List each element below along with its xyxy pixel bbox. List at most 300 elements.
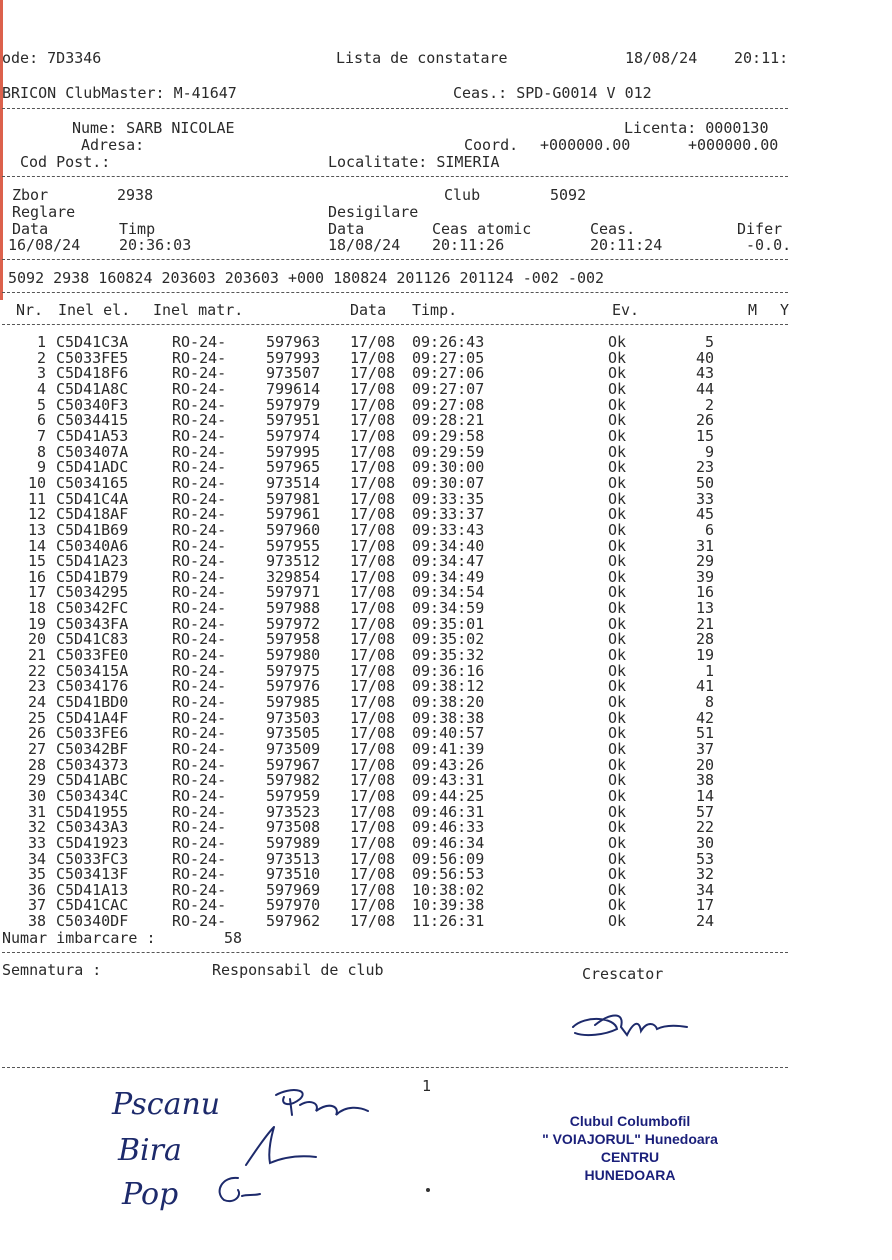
- row-event: Ok: [608, 802, 627, 821]
- row-nr: 16: [27, 567, 46, 586]
- row-ring-prefix: RO-24-: [172, 458, 227, 477]
- table-row: [0, 866, 892, 882]
- table-row: [0, 444, 892, 460]
- row-ring-prefix: RO-24-: [172, 661, 227, 680]
- row-date: 17/08: [350, 786, 396, 805]
- divider: [2, 1067, 788, 1068]
- desigilare-clock-time: 20:11:24: [590, 236, 663, 254]
- ceas-atomic-label: Ceas atomic: [432, 220, 532, 238]
- table-row: [0, 412, 892, 428]
- row-inel-matr: 597995: [266, 442, 321, 461]
- row-ring-prefix: RO-24-: [172, 708, 227, 727]
- row-inel-matr: 597965: [266, 458, 321, 477]
- row-inel-el: C5D41B79: [56, 567, 129, 586]
- row-inel-el: C5D41A4F: [56, 708, 129, 727]
- row-inel-el: C5034295: [56, 583, 129, 602]
- row-inel-el: C5D41A13: [56, 880, 129, 899]
- row-inel-matr: 973513: [266, 849, 321, 868]
- row-inel-el: C5D41ADC: [56, 458, 129, 477]
- row-nr: 20: [27, 630, 46, 649]
- club-stamp: [520, 1112, 740, 1184]
- clock-id: Ceas.: SPD-G0014 V 012: [453, 84, 652, 102]
- row-ring-prefix: RO-24-: [172, 426, 227, 445]
- row-inel-el: C50340F3: [56, 395, 129, 414]
- row-position: 39: [695, 567, 714, 586]
- col-inel-matr-header: Inel matr.: [153, 301, 244, 319]
- row-time: 09:30:07: [412, 473, 485, 492]
- table-row: [0, 631, 892, 647]
- row-inel-el: C50342FC: [56, 599, 129, 617]
- row-time: 09:43:31: [412, 771, 485, 790]
- row-inel-matr: 597971: [266, 583, 321, 602]
- col-data-header: Data: [350, 301, 387, 319]
- row-inel-matr: 973523: [266, 802, 321, 821]
- desigilare-atomic-time: 20:11:26: [432, 236, 505, 254]
- row-date: 17/08: [350, 520, 396, 539]
- row-time: 09:38:20: [412, 693, 485, 711]
- row-nr: 10: [27, 473, 46, 492]
- row-nr: 25: [27, 708, 46, 727]
- row-inel-el: C5D41955: [56, 802, 129, 821]
- row-ring-prefix: RO-24-: [172, 833, 227, 852]
- stamp-line-1: Clubul Columbofil: [569, 1113, 691, 1129]
- col-y-header: Y: [780, 301, 790, 319]
- table-row: [0, 897, 892, 913]
- owner-license: Licenta: 0000130: [624, 119, 769, 137]
- table-row: [0, 819, 892, 835]
- row-event: Ok: [608, 755, 627, 774]
- row-event: Ok: [608, 505, 627, 524]
- row-nr: 27: [27, 739, 46, 758]
- row-inel-matr: 597974: [266, 426, 321, 445]
- row-position: 28: [695, 630, 714, 649]
- row-position: 16: [695, 583, 714, 602]
- row-position: 1: [704, 661, 714, 680]
- row-time: 09:46:33: [412, 818, 485, 837]
- table-row: [0, 772, 892, 788]
- row-ring-prefix: RO-24-: [172, 395, 227, 414]
- row-date: 17/08: [350, 739, 396, 758]
- row-ring-prefix: RO-24-: [172, 739, 227, 758]
- desigilare-date: 18/08/24: [328, 236, 401, 254]
- row-inel-matr: 597958: [266, 630, 321, 649]
- row-time: 09:43:26: [412, 755, 485, 774]
- table-row: [0, 569, 892, 585]
- row-position: 37: [695, 739, 714, 758]
- row-inel-matr: 597988: [266, 599, 321, 617]
- row-time: 09:44:25: [412, 786, 485, 805]
- coord-label: Coord.: [464, 136, 519, 154]
- row-nr: 14: [27, 536, 46, 555]
- row-event: Ok: [608, 865, 627, 884]
- row-inel-el: C5034165: [56, 473, 129, 492]
- row-date: 17/08: [350, 724, 396, 743]
- col-ev-header: Ev.: [612, 301, 640, 319]
- row-ring-prefix: RO-24-: [172, 379, 227, 398]
- coord-x: +000000.00: [540, 136, 631, 154]
- row-event: Ok: [608, 426, 627, 445]
- divider: [2, 292, 788, 293]
- table-row: [0, 506, 892, 522]
- row-ring-prefix: RO-24-: [172, 912, 227, 931]
- row-inel-matr: 597982: [266, 771, 321, 790]
- table-row: [0, 663, 892, 679]
- row-event: Ok: [608, 552, 627, 571]
- page-number: 1: [422, 1077, 432, 1095]
- row-ring-prefix: RO-24-: [172, 802, 227, 821]
- row-date: 17/08: [350, 379, 396, 398]
- row-date: 17/08: [350, 583, 396, 602]
- row-date: 17/08: [350, 896, 396, 915]
- row-date: 17/08: [350, 442, 396, 461]
- row-time: 09:34:40: [412, 536, 485, 555]
- row-time: 11:26:31: [412, 912, 485, 931]
- row-inel-el: C503413F: [56, 865, 129, 884]
- table-row: [0, 428, 892, 444]
- row-inel-el: C503415A: [56, 661, 129, 680]
- row-time: 09:26:43: [412, 333, 485, 351]
- table-row: [0, 538, 892, 554]
- row-inel-matr: 973505: [266, 724, 321, 743]
- row-position: 38: [695, 771, 714, 790]
- zbor-label: Zbor: [12, 186, 49, 204]
- row-inel-el: C5D41CAC: [56, 896, 129, 915]
- row-position: 24: [695, 912, 714, 931]
- row-inel-matr: 597955: [266, 536, 321, 555]
- row-position: 45: [695, 505, 714, 524]
- row-time: 09:56:53: [412, 865, 485, 884]
- row-date: 17/08: [350, 661, 396, 680]
- row-date: 17/08: [350, 552, 396, 571]
- table-row: [0, 788, 892, 804]
- row-inel-el: C5033FC3: [56, 849, 129, 868]
- row-time: 09:35:01: [412, 614, 485, 633]
- owner-address: Adresa:: [81, 136, 145, 154]
- row-date: 17/08: [350, 677, 396, 696]
- row-inel-matr: 973508: [266, 818, 321, 837]
- handwritten-signature-2: [244, 1123, 324, 1169]
- row-inel-matr: 973503: [266, 708, 321, 727]
- row-ring-prefix: RO-24-: [172, 567, 227, 586]
- row-date: 17/08: [350, 473, 396, 492]
- row-inel-el: C50343A3: [56, 818, 129, 837]
- row-ring-prefix: RO-24-: [172, 348, 227, 367]
- row-position: 5: [704, 333, 714, 351]
- embark-count-value: 58: [224, 929, 243, 947]
- stamp-line-2: " VOIAJORUL" Hunedoara: [542, 1131, 718, 1147]
- table-row: [0, 397, 892, 413]
- row-event: Ok: [608, 833, 627, 852]
- table-row: [0, 757, 892, 773]
- row-nr: 28: [27, 755, 46, 774]
- handwritten-name-1: Pscanu: [112, 1087, 221, 1122]
- row-inel-matr: 597981: [266, 489, 321, 508]
- row-date: 17/08: [350, 364, 396, 383]
- handwritten-signature-1: [270, 1085, 375, 1125]
- embark-count-label: Numar imbarcare :: [2, 929, 156, 947]
- breeder-signature: [565, 1005, 695, 1045]
- row-position: 22: [695, 818, 714, 837]
- row-date: 17/08: [350, 708, 396, 727]
- row-ring-prefix: RO-24-: [172, 630, 227, 649]
- row-date: 17/08: [350, 865, 396, 884]
- row-nr: 22: [27, 661, 46, 680]
- table-row: [0, 882, 892, 898]
- row-position: 21: [695, 614, 714, 633]
- row-ring-prefix: RO-24-: [172, 489, 227, 508]
- row-time: 09:46:34: [412, 833, 485, 852]
- table-row: [0, 522, 892, 538]
- row-position: 40: [695, 348, 714, 367]
- row-time: 09:34:54: [412, 583, 485, 602]
- row-time: 09:34:49: [412, 567, 485, 586]
- row-ring-prefix: RO-24-: [172, 849, 227, 868]
- row-inel-matr: 597961: [266, 505, 321, 524]
- row-inel-matr: 597967: [266, 755, 321, 774]
- row-time: 09:34:59: [412, 599, 485, 617]
- row-time: 09:38:38: [412, 708, 485, 727]
- reglare-time: 20:36:03: [119, 236, 192, 254]
- row-nr: 11: [27, 489, 46, 508]
- row-position: 20: [695, 755, 714, 774]
- row-time: 10:38:02: [412, 880, 485, 899]
- row-position: 8: [704, 693, 714, 711]
- divider: [2, 176, 788, 177]
- row-event: Ok: [608, 849, 627, 868]
- row-inel-matr: 973514: [266, 473, 321, 492]
- row-inel-matr: 597985: [266, 693, 321, 711]
- club-responsible-label: Responsabil de club: [212, 961, 384, 979]
- row-position: 34: [695, 880, 714, 899]
- row-event: Ok: [608, 583, 627, 602]
- row-inel-el: C50340A6: [56, 536, 129, 555]
- row-ring-prefix: RO-24-: [172, 333, 227, 351]
- document-code: ode: 7D3346: [2, 49, 102, 67]
- row-position: 31: [695, 536, 714, 555]
- table-row: [0, 365, 892, 381]
- row-time: 09:35:32: [412, 646, 485, 664]
- row-inel-el: C5D41A23: [56, 552, 129, 571]
- col-m-header: M: [748, 301, 758, 319]
- row-inel-el: C5D41ABC: [56, 771, 129, 790]
- row-date: 17/08: [350, 505, 396, 524]
- row-position: 44: [695, 379, 714, 398]
- row-inel-matr: 973509: [266, 739, 321, 758]
- row-time: 09:34:47: [412, 552, 485, 571]
- row-ring-prefix: RO-24-: [172, 880, 227, 899]
- row-date: 17/08: [350, 395, 396, 414]
- coord-y: +000000.00: [688, 136, 779, 154]
- row-inel-el: C5033FE0: [56, 646, 129, 664]
- row-ring-prefix: RO-24-: [172, 786, 227, 805]
- row-inel-el: C5D41923: [56, 833, 129, 852]
- row-inel-el: C5033FE6: [56, 724, 129, 743]
- row-inel-el: C503434C: [56, 786, 129, 805]
- row-inel-matr: 597951: [266, 411, 321, 430]
- table-row: [0, 741, 892, 757]
- row-inel-el: C5034176: [56, 677, 129, 696]
- row-nr: 8: [36, 442, 46, 461]
- handwritten-name-3: Pop: [122, 1177, 179, 1212]
- table-row: [0, 835, 892, 851]
- row-event: Ok: [608, 567, 627, 586]
- row-position: 30: [695, 833, 714, 852]
- table-row: [0, 350, 892, 366]
- row-date: 17/08: [350, 630, 396, 649]
- table-row: [0, 553, 892, 569]
- table-row: [0, 678, 892, 694]
- row-date: 17/08: [350, 614, 396, 633]
- row-position: 41: [695, 677, 714, 696]
- row-date: 17/08: [350, 693, 396, 711]
- row-nr: 32: [27, 818, 46, 837]
- row-event: Ok: [608, 458, 627, 477]
- row-inel-el: C5D41BD0: [56, 693, 129, 711]
- row-inel-matr: 597980: [266, 646, 321, 664]
- row-ring-prefix: RO-24-: [172, 505, 227, 524]
- row-inel-matr: 973507: [266, 364, 321, 383]
- ink-dot: [426, 1188, 430, 1192]
- row-position: 53: [695, 849, 714, 868]
- row-time: 09:33:35: [412, 489, 485, 508]
- row-nr: 13: [27, 520, 46, 539]
- owner-locality: Localitate: SIMERIA: [328, 153, 500, 171]
- table-row: [0, 475, 892, 491]
- row-nr: 9: [36, 458, 46, 477]
- row-ring-prefix: RO-24-: [172, 364, 227, 383]
- col-nr-header: Nr.: [16, 301, 44, 319]
- col-inel-el-header: Inel el.: [58, 301, 131, 319]
- row-nr: 6: [36, 411, 46, 430]
- table-row: [0, 913, 892, 929]
- row-inel-el: C50342BF: [56, 739, 129, 758]
- row-position: 42: [695, 708, 714, 727]
- row-position: 2: [704, 395, 714, 414]
- row-time: 09:29:59: [412, 442, 485, 461]
- row-time: 09:33:37: [412, 505, 485, 524]
- row-date: 17/08: [350, 833, 396, 852]
- row-ring-prefix: RO-24-: [172, 599, 227, 617]
- table-row: [0, 647, 892, 663]
- row-time: 09:27:08: [412, 395, 485, 414]
- row-nr: 29: [27, 771, 46, 790]
- row-event: Ok: [608, 693, 627, 711]
- row-position: 26: [695, 411, 714, 430]
- row-inel-el: C5D41C4A: [56, 489, 129, 508]
- row-inel-matr: 597963: [266, 333, 321, 351]
- row-date: 17/08: [350, 536, 396, 555]
- row-time: 09:35:02: [412, 630, 485, 649]
- red-margin-line: [0, 0, 3, 300]
- row-ring-prefix: RO-24-: [172, 677, 227, 696]
- row-time: 09:27:07: [412, 379, 485, 398]
- row-date: 17/08: [350, 426, 396, 445]
- row-time: 09:30:00: [412, 458, 485, 477]
- row-event: Ok: [608, 786, 627, 805]
- breeder-label: Crescator: [582, 965, 664, 983]
- row-nr: 33: [27, 833, 46, 852]
- row-event: Ok: [608, 379, 627, 398]
- row-event: Ok: [608, 614, 627, 633]
- difer-label: Difer: [737, 220, 783, 238]
- row-event: Ok: [608, 677, 627, 696]
- row-date: 17/08: [350, 802, 396, 821]
- row-inel-el: C5D41B69: [56, 520, 129, 539]
- row-inel-el: C5034415: [56, 411, 129, 430]
- row-inel-matr: 597975: [266, 661, 321, 680]
- row-event: Ok: [608, 599, 627, 617]
- row-ring-prefix: RO-24-: [172, 520, 227, 539]
- row-nr: 12: [27, 505, 46, 524]
- row-inel-matr: 597962: [266, 912, 321, 931]
- row-nr: 38: [27, 912, 46, 931]
- row-event: Ok: [608, 364, 627, 383]
- row-position: 32: [695, 865, 714, 884]
- row-inel-el: C5D41A53: [56, 426, 129, 445]
- row-nr: 1: [36, 333, 46, 351]
- row-nr: 21: [27, 646, 46, 664]
- desigilare-label: Desigilare: [328, 203, 419, 221]
- row-event: Ok: [608, 880, 627, 899]
- row-ring-prefix: RO-24-: [172, 646, 227, 664]
- row-event: Ok: [608, 630, 627, 649]
- owner-name: Nume: SARB NICOLAE: [72, 119, 235, 137]
- row-position: 9: [704, 442, 714, 461]
- row-ring-prefix: RO-24-: [172, 755, 227, 774]
- row-event: Ok: [608, 661, 627, 680]
- row-ring-prefix: RO-24-: [172, 818, 227, 837]
- row-position: 51: [695, 724, 714, 743]
- row-nr: 31: [27, 802, 46, 821]
- row-event: Ok: [608, 724, 627, 743]
- row-event: Ok: [608, 442, 627, 461]
- row-event: Ok: [608, 912, 627, 931]
- row-nr: 35: [27, 865, 46, 884]
- divider: [2, 259, 788, 260]
- row-ring-prefix: RO-24-: [172, 724, 227, 743]
- divider: [2, 324, 788, 325]
- row-time: 09:28:21: [412, 411, 485, 430]
- row-nr: 30: [27, 786, 46, 805]
- reglare-label: Reglare: [12, 203, 76, 221]
- table-row: [0, 616, 892, 632]
- row-event: Ok: [608, 646, 627, 664]
- row-inel-matr: 597989: [266, 833, 321, 852]
- row-position: 57: [695, 802, 714, 821]
- row-position: 50: [695, 473, 714, 492]
- row-inel-el: C5D418F6: [56, 364, 129, 383]
- table-row: [0, 725, 892, 741]
- row-nr: 15: [27, 552, 46, 571]
- row-nr: 4: [36, 379, 46, 398]
- row-inel-matr: 597976: [266, 677, 321, 696]
- row-inel-el: C5D41C3A: [56, 333, 129, 351]
- row-date: 17/08: [350, 458, 396, 477]
- row-ring-prefix: RO-24-: [172, 896, 227, 915]
- document-time: 20:11:: [734, 49, 789, 67]
- row-nr: 3: [36, 364, 46, 383]
- row-date: 17/08: [350, 771, 396, 790]
- row-nr: 37: [27, 896, 46, 915]
- row-time: 09:33:43: [412, 520, 485, 539]
- table-row: [0, 584, 892, 600]
- row-date: 17/08: [350, 599, 396, 617]
- reglare-date: 16/08/24: [8, 236, 81, 254]
- row-position: 6: [704, 520, 714, 539]
- row-date: 17/08: [350, 333, 396, 351]
- table-row: [0, 334, 892, 350]
- row-nr: 26: [27, 724, 46, 743]
